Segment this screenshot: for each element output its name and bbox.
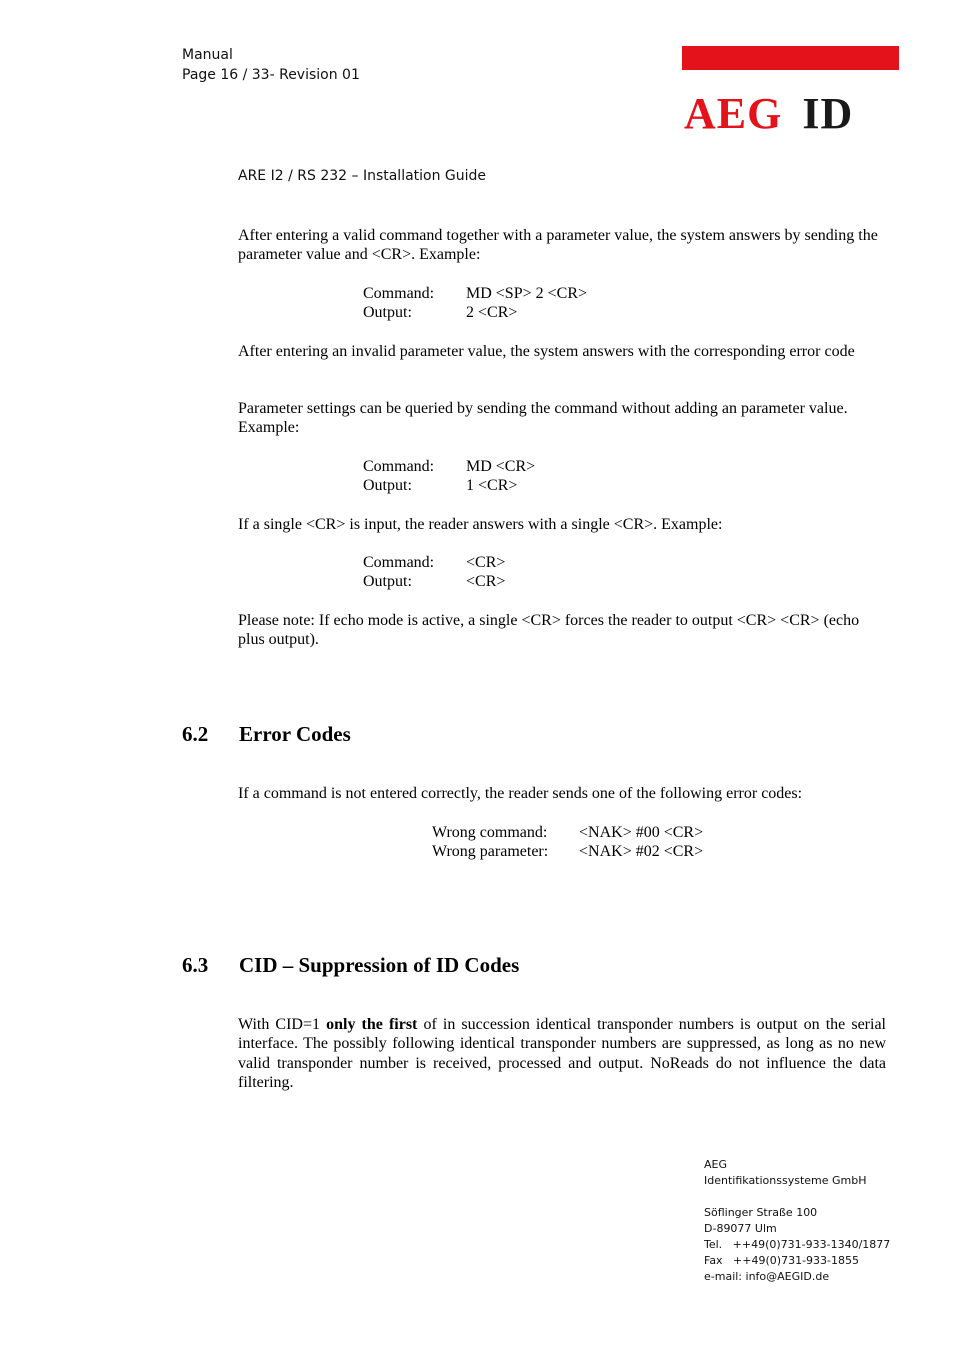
logo-red-bar [682, 46, 899, 70]
footer-tel: Tel. ++49(0)731-933-1340/1877 [704, 1238, 891, 1251]
example-3 [363, 553, 505, 592]
paragraph-invalid-parameter: After entering an invalid parameter value, the system answers with the corresponding error code [238, 343, 855, 360]
paragraph-text: of in succession identical transponder numbers is output on the serial interface. The possibly following identical transponder numbers are suppressed, as long as no new valid transponder number is received, processed and output. NoReads do not influence the data filtering. [238, 1016, 886, 1091]
footer-street: Söflinger Straße 100 [704, 1206, 818, 1219]
example-value: <CR> [466, 573, 506, 591]
paragraph-cid [238, 1015, 886, 1092]
paragraph-error-intro: If a command is not entered correctly, the reader sends one of the following error codes: [238, 785, 803, 802]
error-value: <NAK> #00 <CR> [579, 824, 704, 841]
footer-company-name: AEG [704, 1158, 727, 1171]
error-code-list [432, 823, 703, 862]
example-value: MD <SP> 2 <CR> [466, 285, 588, 302]
section-number: 6.3 [182, 953, 209, 977]
section-heading-error-codes [182, 721, 882, 747]
example-label: Output: [363, 477, 412, 495]
example-value: 2 <CR> [466, 304, 518, 322]
error-value: <NAK> #02 <CR> [579, 843, 704, 861]
section-heading-cid [182, 952, 882, 978]
example-label: Command: [363, 554, 435, 571]
document-type: Manual [182, 47, 233, 63]
footer-company-name: Identifikationssysteme GmbH [704, 1174, 867, 1187]
paragraph-text: With CID=1 [238, 1016, 327, 1033]
paragraph-query-settings: Parameter settings can be queried by sending the command without adding an parameter value. Example: [238, 400, 848, 437]
example-label: Command: [363, 285, 435, 302]
paragraph-valid-command: After entering a valid command together with a parameter value, the system answers by sending the parameter value and <CR>. Example: [238, 227, 878, 264]
page-info: Page 16 / 33- Revision 01 [182, 67, 360, 83]
error-label: Wrong parameter: [432, 843, 549, 861]
logo-id: ID [802, 89, 854, 138]
section-title: Error Codes [239, 722, 351, 746]
document-subtitle: ARE I2 / RS 232 – Installation Guide [238, 168, 487, 184]
example-value: 1 <CR> [466, 477, 518, 495]
aeg-id-logo [684, 90, 853, 138]
section-number: 6.2 [182, 722, 209, 746]
example-value: MD <CR> [466, 458, 536, 475]
example-label: Output: [363, 573, 412, 591]
example-2 [363, 457, 535, 496]
logo-aeg: AEG [684, 89, 783, 138]
paragraph-echo-note: Please note: If echo mode is active, a single <CR> forces the reader to output <CR> <CR> (echo plus output). [238, 612, 860, 649]
example-1 [363, 284, 587, 323]
emphasis-text: only the first [326, 1016, 418, 1033]
footer-address [704, 1205, 890, 1285]
example-value: <CR> [466, 554, 506, 571]
error-label: Wrong command: [432, 824, 548, 841]
error-code-row [432, 823, 703, 842]
example-label: Command: [363, 458, 435, 475]
example-label: Output: [363, 304, 412, 322]
footer-email: e-mail: info@AEGID.de [704, 1270, 830, 1283]
footer-company [704, 1157, 867, 1189]
section-title: CID – Suppression of ID Codes [239, 953, 520, 977]
footer-city: D-89077 Ulm [704, 1222, 777, 1235]
paragraph-single-cr: If a single <CR> is input, the reader answers with a single <CR>. Example: [238, 516, 723, 533]
error-code-row [432, 842, 703, 861]
footer-fax: Fax ++49(0)731-933-1855 [704, 1254, 859, 1267]
